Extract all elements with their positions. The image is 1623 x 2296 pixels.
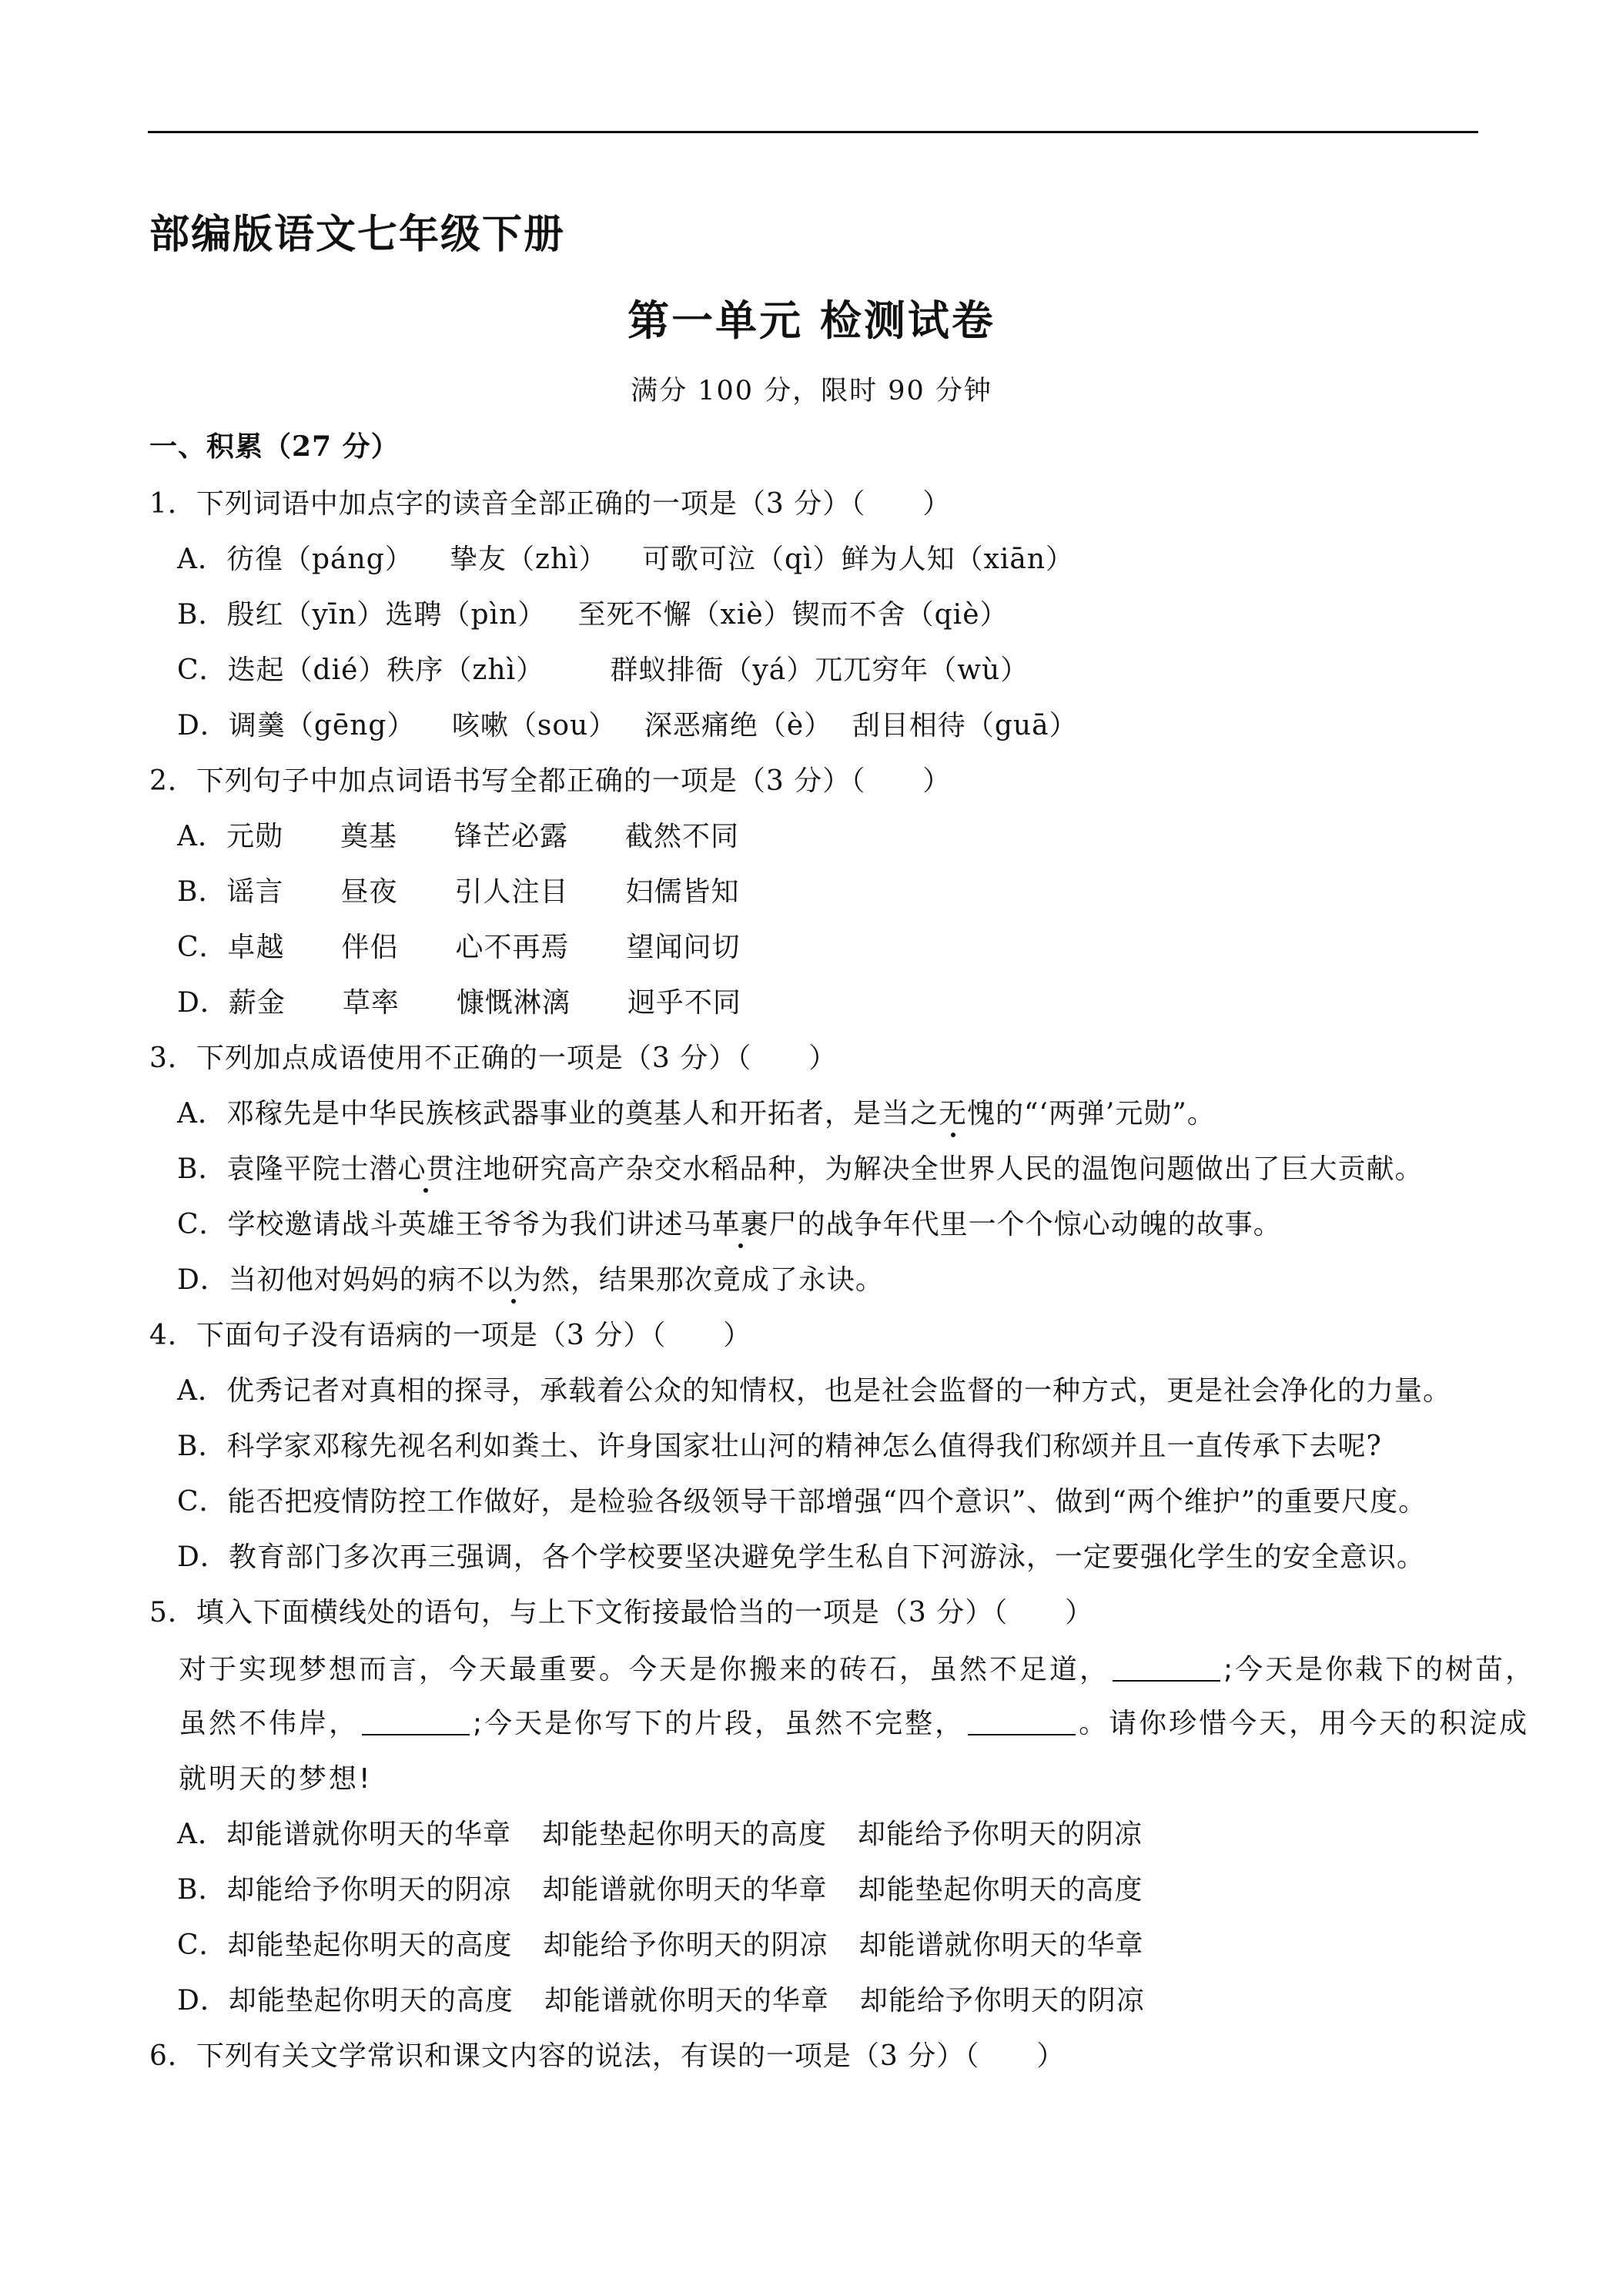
question-3-stem: 3．下列加点成语使用不正确的一项是（3 分）（ ） [149,1043,838,1074]
question-6-stem: 6．下列有关文学常识和课文内容的说法，有误的一项是（3 分）（ ） [149,2040,1066,2072]
dotted-idiom: 潜心贯注 [369,1153,484,1185]
question-5-stem: 5．填入下面横线处的语句，与上下文衔接最恰当的一项是（3 分）（ ） [149,1597,1094,1628]
score-info: 满分 100 分，限时 90 分钟 [631,376,992,407]
q1-option-b: B．殷红（yīn）选聘（pìn） 至死不懈（xiè）锲而不舍（qiè） [177,599,1009,631]
answer-blank [1113,1657,1220,1682]
q2-option-d: D．薪金 草率 慷慨淋漓 迥乎不同 [177,987,741,1019]
q3-option-b: B．袁隆平院士潜心贯注地研究高产杂交水稻品种，为解决全世界人民的温饱问题做出了巨大贡献。 [177,1153,1424,1185]
q2-option-c: C．卓越 伴侣 心不再焉 望闻问切 [177,932,741,963]
q4-option-c: C．能否把疫情防控工作做好，是检验各级领导干部增强“四个意识”、做到“两个维护”的重要尺度。 [177,1486,1427,1518]
question-4-stem: 4．下面句子没有语病的一项是（3 分）（ ） [149,1320,752,1351]
question-1-stem: 1．下列词语中加点字的读音全部正确的一项是（3 分）（ ） [149,488,952,520]
q5-option-a: A．却能谱就你明天的华章 却能垫起你明天的高度 却能给予你明天的阴凉 [177,1819,1143,1850]
dotted-idiom: 之无愧 [910,1098,996,1130]
q4-option-a: A．优秀记者对真相的探寻，承载着公众的知情权，也是社会监督的一种方式，更是社会净化的力量。 [177,1375,1451,1407]
q1-option-d: D．调羹（gēng） 咳嗽（sou） 深恶痛绝（è） 刮目相待（guā） [177,710,1078,741]
q5-passage-line-2: 虽然不伟岸， ;今天是你写下的片段，虽然不完整， 。请你珍惜今天，用今天的积淀成 [179,1708,1530,1739]
q5-passage-line-3: 就明天的梦想! [179,1763,373,1795]
q2-option-b: B．谣言 昼夜 引人注目 妇儒皆知 [177,876,740,908]
q3-option-c: C．学校邀请战斗英雄王爷爷为我们讲述马革裹尸的战争年代里一个个惊心动魄的故事。 [177,1209,1282,1240]
book-title: 部编版语文七年级下册 [149,211,566,258]
question-2-stem: 2．下列句子中加点词语书写全都正确的一项是（3 分）（ ） [149,765,952,797]
q2-option-a: A．元勋 奠基 锋芒必露 截然不同 [177,821,740,852]
q1-option-a: A．彷徨（páng） 挚友（zhì） 可歌可泣（qì）鲜为人知（xiān） [177,544,1075,575]
dotted-idiom: 马革裹尸 [683,1209,798,1240]
q4-option-b: B．科学家邓稼先视名利如粪土、许身国家壮山河的精神怎么值得我们称颂并且一直传承下去呢? [177,1431,1382,1462]
section-title: 一、积累（27 分） [149,430,400,463]
q5-option-d: D．却能垫起你明天的高度 却能谱就你明天的华章 却能给予你明天的阴凉 [177,1985,1145,2017]
header-rule [148,131,1478,133]
answer-blank [362,1711,470,1735]
answer-blank [968,1711,1076,1735]
q3-option-a: A．邓稼先是中华民族核武器事业的奠基人和开拓者，是当之无愧的“‘两弹’元勋”。 [177,1098,1216,1130]
q5-option-b: B．却能给予你明天的阴凉 却能谱就你明天的华章 却能垫起你明天的高度 [177,1874,1143,1906]
q5-option-c: C．却能垫起你明天的高度 却能给予你明天的阴凉 却能谱就你明天的华章 [177,1930,1144,1961]
q1-option-c: C．迭起（dié）秩序（zhì） 群蚁排衙（yá）兀兀穷年（wù） [177,654,1029,686]
q3-option-d: D．当初他对妈妈的病不以为然，结果那次竟成了永诀。 [177,1264,884,1296]
q5-passage-line-1: 对于实现梦想而言，今天最重要。今天是你搬来的砖石，虽然不足道， ;今天是你栽下的树苗， [179,1654,1536,1685]
q4-option-d: D．教育部门多次再三强调，各个学校要坚决避免学生私自下河游泳，一定要强化学生的安全意识。 [177,1541,1425,1573]
unit-title: 第一单元 检测试卷 [627,296,996,345]
dotted-idiom: 不以为然 [456,1264,571,1296]
